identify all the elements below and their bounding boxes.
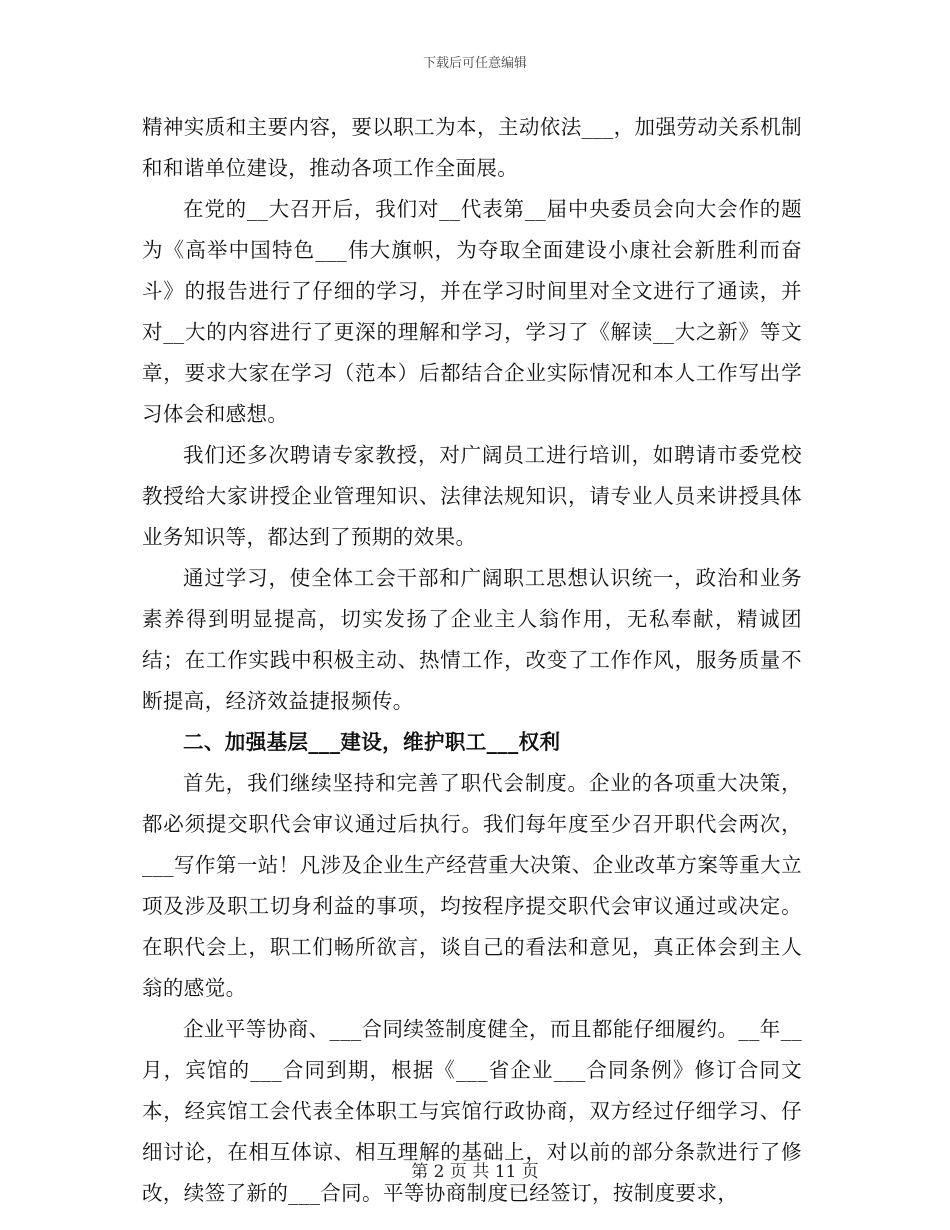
paragraph: 首先，我们继续坚持和完善了职代会制度。企业的各项重大决策，都必须提交职代会审议通过后执行。我们每年度至少召开职代会两次，___写作第一站！凡涉及企业生产经营重大决策、企业改革方案等重大立项及涉及职工切身利益的事项，均按程序提交职代会审议通过或决定。在职代会上，职工们畅所欲言，谈自己的看法和意见，真正体会到主人翁的感觉。 (142, 771, 802, 1000)
paragraph: 通过学习，使全体工会干部和广阔职工思想认识统一，政治和业务素养得到明显提高，切实发扬了企业主人翁作用，无私奉献，精诚团结；在工作实践中积极主动、热情工作，改变了工作作风，服务质量不断提高，经济效益捷报频传。 (142, 566, 802, 713)
paragraph: 企业平等协商、___合同续签制度健全，而且都能仔细履约。__年__月，宾馆的___合同到期，根据《___省企业___合同条例》修订合同文本，经宾馆工会代表全体职工与宾馆行政协商，双方经过仔细学习、仔细讨论，在相互体谅、相互理解的基础上，对以前的部分条款进行了修改，续签了新的___合同。平等协商制度已经签订，按制度要求， (142, 1017, 802, 1205)
paragraph: 在党的__大召开后，我们对__代表第__届中央委员会向大会作的题为《高举中国特色___伟大旗帜，为夺取全面建设小康社会新胜利而奋斗》的报告进行了仔细的学习，并在学习时间里对全文进行了通读，并对__大的内容进行了更深的理解和学习，学习了《解读__大之新》等文章，要求大家在学习（范本）后都结合企业实际情况和本人工作写出学习体会和感想。 (142, 197, 802, 426)
page-number: 第 2 页 共 11 页 (411, 1162, 539, 1182)
paragraph: 我们还多次聘请专家教授，对广阔员工进行培训，如聘请市委党校教授给大家讲授企业管理知识、法律法规知识，请专业人员来讲授具体业务知识等，都达到了预期的效果。 (142, 443, 802, 549)
page-header: 下载后可任意编辑 (422, 56, 527, 71)
paragraph-continued: 精神实质和主要内容，要以职工为本，主动依法___，加强劳动关系机制和和谐单位建设，推动各项工作全面展。 (142, 115, 802, 180)
document-body (142, 107, 802, 1214)
section-heading: 二、加强基层___建设，维护职工___权利 (183, 730, 561, 754)
